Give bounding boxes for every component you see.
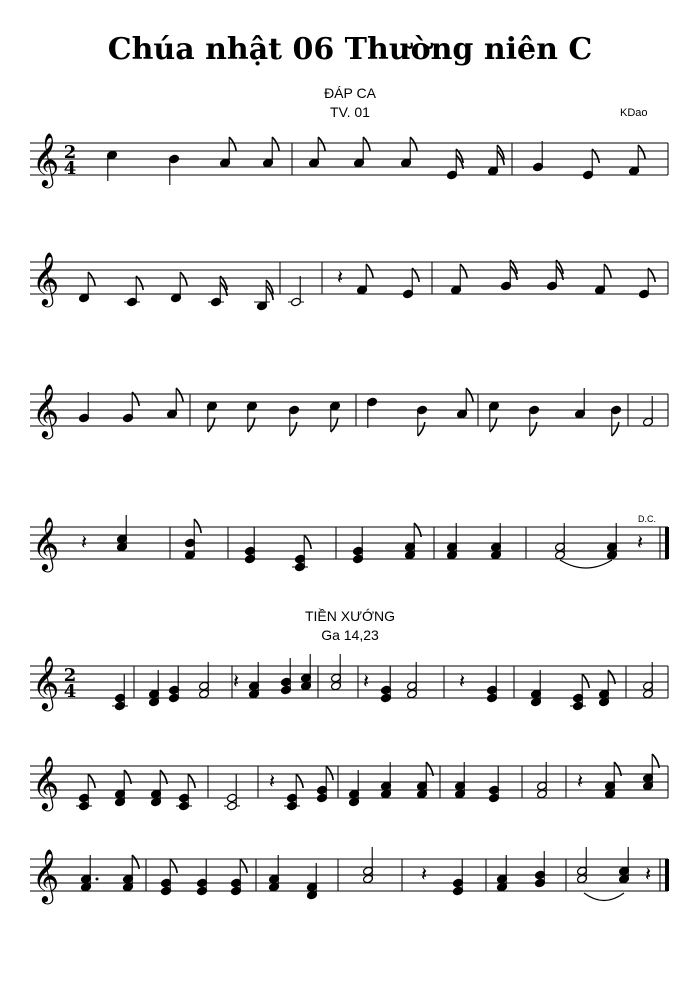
flag — [194, 519, 201, 533]
note — [124, 276, 143, 307]
treble-clef-icon: 𝄞 — [32, 383, 60, 437]
flag — [466, 388, 473, 402]
staff-2 — [30, 251, 668, 307]
note — [488, 145, 505, 176]
chord-notes — [245, 527, 256, 564]
dap-ca-heading: ĐÁP CA — [324, 85, 376, 101]
note — [207, 401, 218, 432]
note — [575, 388, 586, 419]
chord-notes — [643, 754, 660, 791]
note — [288, 276, 304, 307]
chord-notes — [599, 670, 616, 707]
note — [254, 280, 273, 311]
chord-notes — [453, 859, 464, 896]
chord-notes — [317, 766, 334, 803]
flag — [272, 137, 279, 151]
chord-notes — [281, 658, 292, 695]
flag — [296, 774, 303, 788]
flag — [240, 859, 247, 873]
time-signature-bottom: 4 — [63, 158, 77, 179]
tie — [584, 893, 624, 901]
chord-notes — [161, 859, 178, 896]
quarter-rest-icon: 𝄽 — [420, 862, 428, 886]
chord-notes — [555, 523, 566, 560]
note — [529, 405, 540, 436]
flag — [363, 137, 370, 151]
chord-notes — [151, 770, 168, 807]
flag — [318, 137, 325, 151]
note — [208, 276, 227, 307]
treble-clef-icon: 𝄞 — [32, 516, 60, 570]
note — [357, 264, 374, 295]
chord-notes — [284, 774, 303, 811]
time-signature-top: 2 — [63, 142, 77, 163]
note — [367, 397, 378, 428]
flag — [304, 535, 311, 549]
gospel-reference: Ga 14,23 — [321, 627, 379, 643]
note — [330, 401, 341, 432]
note — [489, 401, 500, 432]
note — [643, 396, 654, 427]
flag — [530, 422, 537, 436]
chord-notes — [405, 523, 422, 560]
chord-notes — [489, 766, 500, 803]
flag — [290, 422, 297, 436]
flag — [331, 418, 338, 432]
chord-notes — [185, 519, 202, 560]
treble-clef-icon: 𝄞 — [32, 655, 60, 709]
note — [309, 137, 326, 168]
note — [263, 137, 280, 168]
quarter-rest-icon: 𝄽 — [268, 769, 276, 793]
chord-notes — [447, 523, 458, 560]
song-title: Chúa nhật 06 Thường niên C — [107, 32, 593, 67]
note — [220, 137, 237, 168]
composer: KDao — [620, 107, 648, 119]
chord-notes — [537, 762, 548, 799]
chord-notes — [363, 847, 374, 884]
flag — [188, 774, 195, 788]
quarter-rest-icon: 𝄽 — [644, 862, 652, 886]
chord-notes — [455, 762, 466, 799]
note — [451, 264, 468, 295]
flag — [326, 766, 333, 780]
quarter-rest-icon: 𝄽 — [636, 530, 644, 554]
chord-notes — [81, 855, 92, 892]
flag — [582, 674, 589, 688]
chord-notes — [487, 666, 498, 703]
staff-5 — [30, 655, 668, 711]
chord-notes — [199, 662, 210, 699]
chord-notes — [497, 855, 508, 892]
chord-notes — [115, 770, 132, 807]
note — [107, 150, 118, 181]
dc-mark: D.C. — [638, 514, 656, 524]
chord-notes — [249, 662, 260, 699]
quarter-rest-icon: 𝄽 — [362, 669, 370, 693]
treble-clef-icon: 𝄞 — [32, 132, 60, 186]
chord-notes — [577, 847, 588, 884]
chord-notes — [224, 774, 240, 811]
chord-notes — [269, 855, 280, 892]
chord-notes — [605, 762, 622, 799]
chord-notes — [619, 847, 630, 884]
time-signature-bottom: 4 — [63, 681, 77, 702]
quarter-rest-icon: 𝄽 — [458, 669, 466, 693]
flag — [88, 272, 95, 286]
quarter-rest-icon: 𝄽 — [80, 530, 88, 554]
flag — [612, 422, 619, 436]
chord-notes — [643, 662, 654, 699]
flag — [229, 137, 236, 151]
staff-3 — [30, 383, 668, 439]
chord-notes — [607, 523, 618, 560]
flag — [180, 272, 187, 286]
tie — [560, 560, 612, 568]
note — [247, 401, 258, 432]
chord-notes — [535, 851, 546, 888]
chord-notes — [570, 674, 589, 711]
flag — [638, 145, 645, 159]
note — [79, 272, 96, 303]
flag — [88, 774, 95, 788]
dot — [96, 878, 99, 881]
note — [167, 388, 184, 419]
flag — [418, 422, 425, 436]
chord-notes — [149, 670, 160, 707]
quarter-rest-icon: 𝄽 — [336, 265, 344, 289]
flag — [366, 264, 373, 278]
note — [533, 141, 544, 172]
note — [354, 137, 371, 168]
chord-notes — [301, 654, 312, 691]
chord-notes — [407, 662, 418, 699]
note — [595, 264, 612, 295]
chord-notes — [531, 670, 542, 707]
chord-notes — [117, 515, 128, 552]
chord-notes — [491, 523, 502, 560]
flag — [604, 264, 611, 278]
chord-notes — [417, 762, 434, 799]
time-signature-top: 2 — [63, 665, 77, 686]
chord-notes — [331, 654, 342, 691]
note — [629, 145, 646, 176]
chord-notes — [231, 859, 248, 896]
flag — [208, 418, 215, 432]
flag — [176, 388, 183, 402]
chord-notes — [307, 863, 318, 900]
flag — [460, 264, 467, 278]
note — [401, 137, 418, 168]
chord-notes — [76, 774, 95, 811]
flag — [248, 418, 255, 432]
note — [457, 388, 474, 419]
quarter-rest-icon: 𝄽 — [576, 769, 584, 793]
psalm-reference: TV. 01 — [330, 104, 370, 120]
tien-xuong-heading: TIỀN XƯỚNG — [304, 608, 396, 624]
staff-1 — [30, 132, 668, 188]
chord-notes — [349, 770, 360, 807]
note — [289, 405, 300, 436]
note — [169, 154, 180, 185]
flag — [410, 137, 417, 151]
chord-notes — [381, 762, 392, 799]
flag — [170, 859, 177, 873]
treble-clef-icon: 𝄞 — [32, 251, 60, 305]
chord-notes — [381, 666, 392, 703]
note — [417, 405, 428, 436]
flag — [490, 418, 497, 432]
chord-notes — [112, 674, 128, 711]
treble-clef-icon: 𝄞 — [32, 755, 60, 809]
chord-notes — [169, 666, 180, 703]
note — [611, 405, 622, 436]
note — [171, 272, 188, 303]
treble-clef-icon: 𝄞 — [32, 848, 60, 902]
chord-notes — [197, 859, 208, 896]
note — [79, 392, 90, 423]
quarter-rest-icon: 𝄽 — [232, 669, 240, 693]
chord-notes — [353, 527, 364, 564]
chord-notes — [292, 535, 311, 572]
chord-notes — [123, 855, 140, 892]
chord-notes — [176, 774, 195, 811]
